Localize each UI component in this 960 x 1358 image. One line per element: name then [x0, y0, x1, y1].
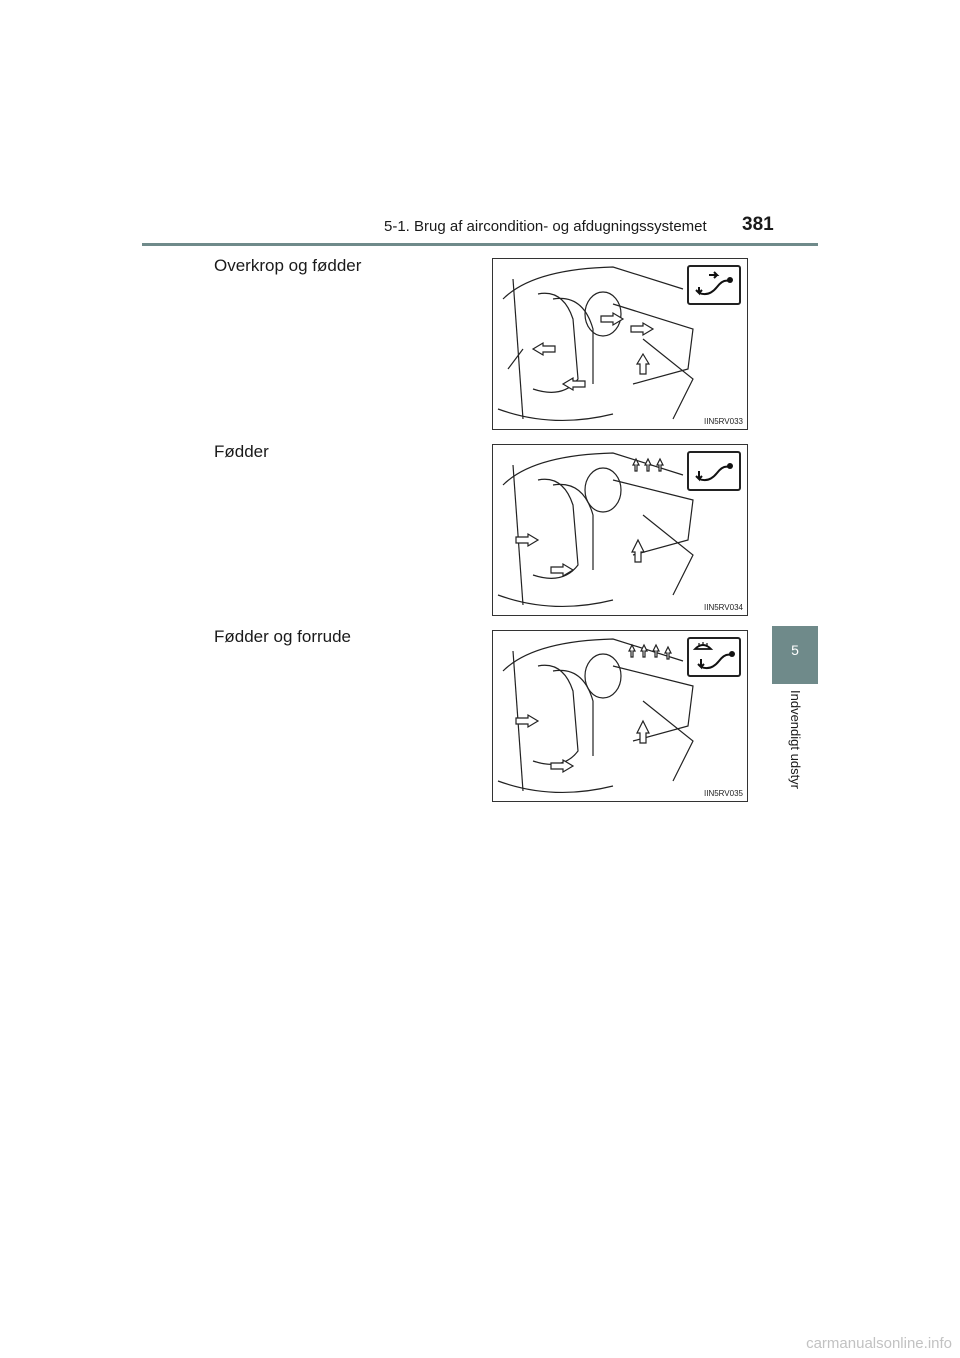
mode-label-feet-windshield: Fødder og forrude: [214, 627, 352, 646]
watermark: carmanualsonline.info: [806, 1335, 952, 1352]
feet-airflow-icon: [687, 451, 741, 491]
figure-feet: [492, 444, 748, 616]
chapter-label: Indvendigt udstyr: [788, 690, 803, 790]
figure-code: IIN5RV033: [704, 417, 743, 426]
mode-label-upper-body-feet: Overkrop og fødder: [214, 256, 362, 275]
section-header-title: 5-1. Brug af aircondition- og afdugningssystemet: [384, 218, 707, 235]
figure-feet-windshield: [492, 630, 748, 802]
page-number: 381: [742, 214, 774, 235]
chapter-tab: 5: [772, 626, 818, 684]
figure-upper-body-feet: [492, 258, 748, 430]
upper-body-and-feet-airflow-icon: [687, 265, 741, 305]
feet-and-windshield-airflow-icon: [687, 637, 741, 677]
figure-code: IIN5RV035: [704, 789, 743, 798]
mode-label-feet: Fødder: [214, 442, 269, 461]
header-rule: [142, 243, 818, 246]
figure-code: IIN5RV034: [704, 603, 743, 612]
